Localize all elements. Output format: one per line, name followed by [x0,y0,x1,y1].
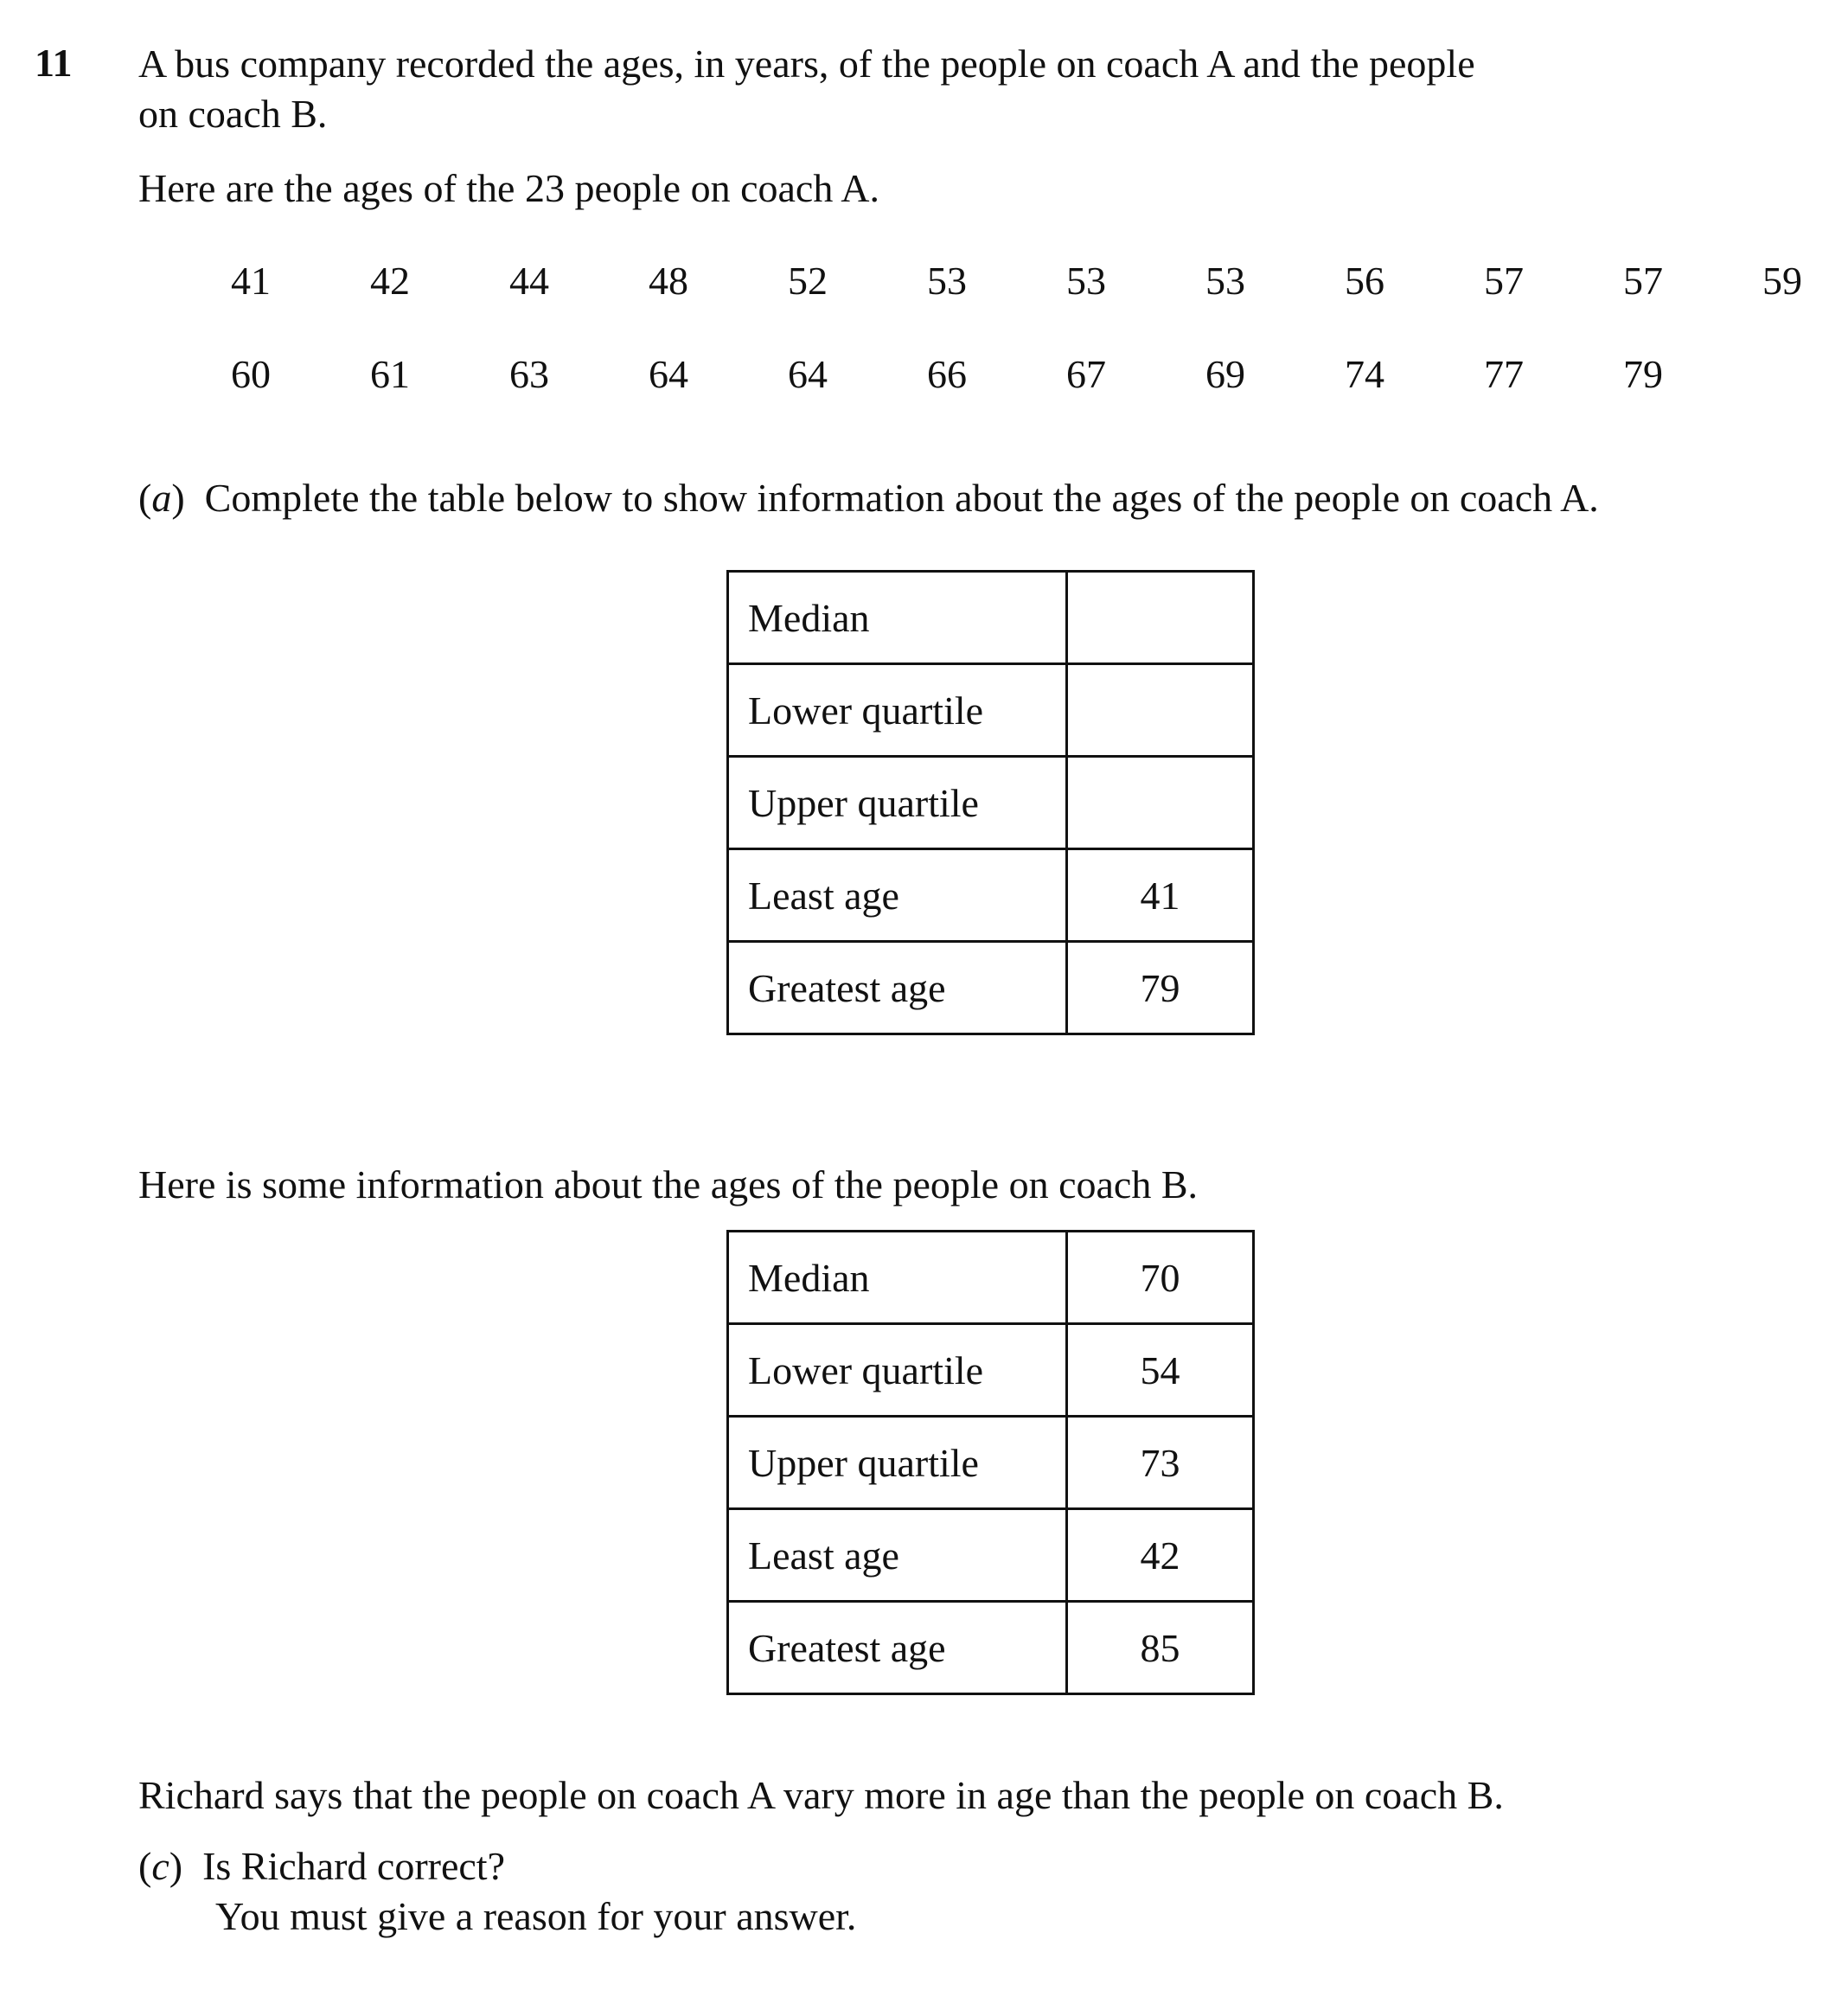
table-row [728,1324,1254,1417]
coach-a-value-lower-quartile[interactable] [1067,664,1254,757]
row-1-age-value: 57 [1623,259,1663,303]
coach-b-value-greatest-age: 85 [1067,1602,1254,1694]
coach-b-intro: Here is some information about the ages of the people on coach B. [138,1162,1199,1207]
coach-b-value-median: 70 [1067,1232,1254,1324]
coach-b-value-least-age: 42 [1067,1509,1254,1602]
part-c-label-close: ) [169,1844,183,1888]
coach-a-label-lower-quartile: Lower quartile [728,664,1067,757]
question-intro-line-1: A bus company recorded the ages, in years, of the people on coach A and the people [138,42,1475,86]
row-1-age-value: 42 [370,259,410,303]
part-a-text: Complete the table below to show information about the ages of the people on coach A. [204,476,1599,520]
ages-intro: Here are the ages of the 23 people on coach A. [138,166,880,210]
coach-b-label-least-age: Least age [728,1509,1067,1602]
table-row [728,757,1254,849]
coach-a-label-greatest-age: Greatest age [728,942,1067,1034]
row-1-age-value: 53 [927,259,967,303]
part-a-prompt [138,474,1599,522]
row-2-age-value: 74 [1345,352,1384,396]
coach-a-table [726,570,1255,1035]
part-c-question [138,1842,505,1891]
coach-b-label-median: Median [728,1232,1067,1324]
coach-b-label-upper-quartile: Upper quartile [728,1417,1067,1509]
coach-b-value-lower-quartile: 54 [1067,1324,1254,1417]
part-c-question-text: Is Richard correct? [202,1844,505,1888]
coach-a-label-least-age: Least age [728,849,1067,942]
row-2-age-value: 60 [231,352,271,396]
coach-b-table [726,1230,1255,1695]
part-a-label-letter: a [151,476,172,520]
coach-a-value-greatest-age: 79 [1067,942,1254,1034]
row-2-age-value: 63 [509,352,549,396]
richard-statement: Richard says that the people on coach A vary more in age than the people on coach B. [138,1773,1504,1817]
row-1-age-value: 53 [1066,259,1106,303]
coach-b-value-upper-quartile: 73 [1067,1417,1254,1509]
row-1-age-value: 41 [231,259,271,303]
part-c-label-letter: c [151,1844,169,1888]
row-2-age-value: 67 [1066,352,1106,396]
table-row [728,849,1254,942]
table-row [728,664,1254,757]
table-row [728,1417,1254,1509]
row-2-age-value: 79 [1623,352,1663,396]
row-2-age-value: 64 [649,352,688,396]
row-2-age-value: 66 [927,352,967,396]
table-row [728,942,1254,1034]
part-c-instruction: You must give a reason for your answer. [215,1894,857,1938]
table-row [728,1602,1254,1694]
part-c-label-open: ( [138,1844,152,1888]
row-1-age-value: 52 [788,259,828,303]
row-1-age-value: 44 [509,259,549,303]
row-1-age-value: 56 [1345,259,1384,303]
row-1-age-value: 59 [1762,259,1802,303]
question-intro-line-2: on coach B. [138,92,328,136]
table-row [728,1509,1254,1602]
row-1-age-value: 48 [649,259,688,303]
coach-a-label-median: Median [728,572,1067,664]
part-a-label-close: ) [171,476,185,520]
row-1-age-value: 53 [1205,259,1245,303]
coach-a-label-upper-quartile: Upper quartile [728,757,1067,849]
coach-a-value-upper-quartile[interactable] [1067,757,1254,849]
coach-b-label-greatest-age: Greatest age [728,1602,1067,1694]
row-2-age-value: 61 [370,352,410,396]
question-number: 11 [35,41,73,85]
coach-a-value-median[interactable] [1067,572,1254,664]
row-2-age-value: 77 [1484,352,1524,396]
table-row [728,1232,1254,1324]
coach-b-label-lower-quartile: Lower quartile [728,1324,1067,1417]
row-2-age-value: 69 [1205,352,1245,396]
row-1-age-value: 57 [1484,259,1524,303]
part-a-label-open: ( [138,476,152,520]
coach-a-value-least-age: 41 [1067,849,1254,942]
table-row [728,572,1254,664]
row-2-age-value: 64 [788,352,828,396]
